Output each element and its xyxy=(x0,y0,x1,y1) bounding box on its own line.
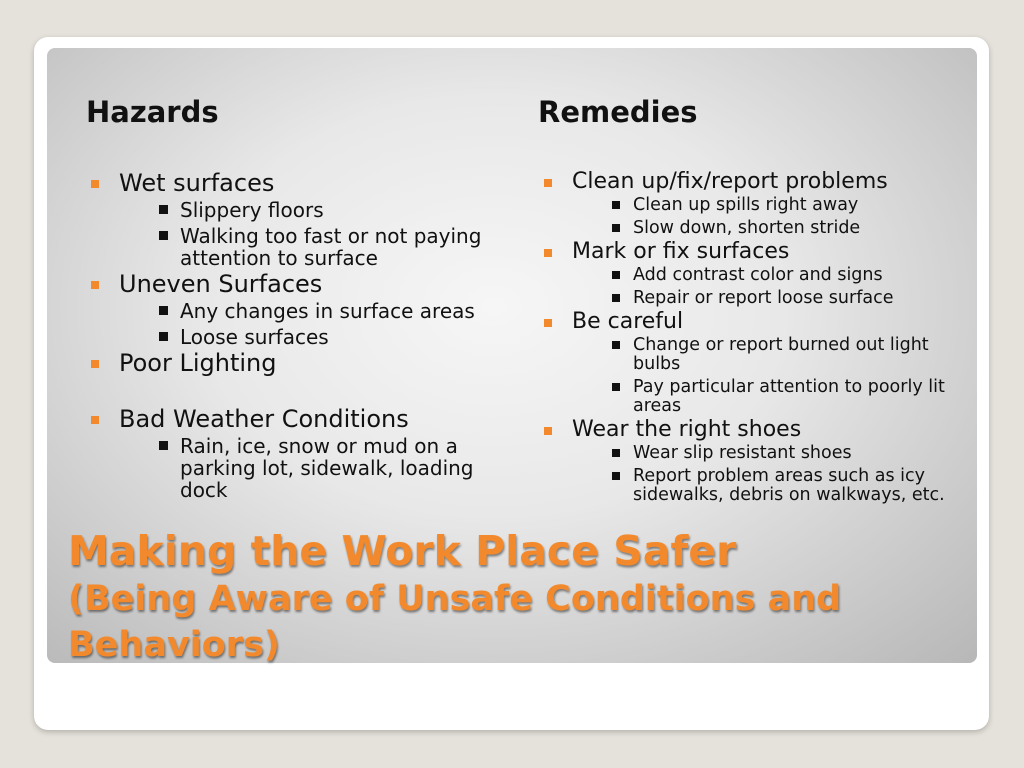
hazard-item xyxy=(90,404,510,501)
remedy-label: Clean up/fix/report problems xyxy=(572,169,888,194)
hazard-label: Poor Lighting xyxy=(119,349,277,377)
hazards-list xyxy=(90,168,510,501)
remedy-subitem xyxy=(572,378,963,416)
title-text: Making the Work Place Safer xyxy=(68,527,737,575)
hazard-subitem xyxy=(119,225,510,269)
subtitle-text: (Being Aware of Unsafe Conditions and Behaviors) xyxy=(68,579,842,665)
square-bullet-icon xyxy=(612,294,620,302)
remedy-subitem-text: Report problem areas such as icy sidewalks, debris on walkways, etc. xyxy=(633,466,945,505)
remedy-label: Mark or fix surfaces xyxy=(572,239,790,264)
remedy-subitem xyxy=(572,196,963,215)
remedy-subitem-text: Slow down, shorten stride xyxy=(633,218,861,238)
remedy-subitem xyxy=(572,467,963,505)
remedy-subitem-text: Wear slip resistant shoes xyxy=(633,443,852,463)
square-bullet-icon xyxy=(544,319,552,327)
hazard-subitem-text: Walking too fast or not paying attention to surface xyxy=(180,224,482,270)
square-bullet-icon xyxy=(612,449,620,457)
hazard-subitem-text: Loose surfaces xyxy=(180,325,329,349)
square-bullet-icon xyxy=(612,271,620,279)
remedy-subitem xyxy=(572,444,963,463)
remedy-subitem xyxy=(572,266,963,285)
hazard-subitem-text: Rain, ice, snow or mud on a parking lot, sidewalk, loading dock xyxy=(180,434,474,502)
remedy-item xyxy=(543,308,963,416)
square-bullet-icon xyxy=(159,231,168,240)
remedy-subitem xyxy=(572,336,963,374)
hazard-label: Uneven Surfaces xyxy=(119,270,323,298)
remedy-subitem-text: Repair or report loose surface xyxy=(633,288,894,308)
remedy-subitem xyxy=(572,219,963,238)
remedy-subitem-text: Pay particular attention to poorly lit areas xyxy=(633,377,945,416)
hazards-heading: Hazards xyxy=(86,95,219,129)
square-bullet-icon xyxy=(612,383,620,391)
slide-title xyxy=(68,526,968,668)
square-bullet-icon xyxy=(612,472,620,480)
square-bullet-icon xyxy=(612,201,620,209)
square-bullet-icon xyxy=(612,224,620,232)
remedies-list xyxy=(543,168,963,505)
hazard-subitem xyxy=(119,300,510,322)
remedy-item xyxy=(543,416,963,505)
hazard-subitem xyxy=(119,199,510,221)
square-bullet-icon xyxy=(91,281,99,289)
remedy-label: Wear the right shoes xyxy=(572,417,802,442)
square-bullet-icon xyxy=(91,180,99,188)
hazard-label: Bad Weather Conditions xyxy=(119,405,409,433)
remedy-label: Be careful xyxy=(572,309,684,334)
hazard-subitem xyxy=(119,435,510,501)
hazard-item xyxy=(90,168,510,269)
hazard-subitem-text: Any changes in surface areas xyxy=(180,299,475,323)
remedy-item xyxy=(543,168,963,238)
square-bullet-icon xyxy=(159,306,168,315)
square-bullet-icon xyxy=(91,416,99,424)
square-bullet-icon xyxy=(91,360,99,368)
square-bullet-icon xyxy=(544,427,552,435)
remedy-subitem xyxy=(572,289,963,308)
square-bullet-icon xyxy=(612,341,620,349)
square-bullet-icon xyxy=(159,205,168,214)
square-bullet-icon xyxy=(544,249,552,257)
hazard-label: Wet surfaces xyxy=(119,169,275,197)
hazard-item xyxy=(90,269,510,348)
remedies-heading: Remedies xyxy=(538,95,698,129)
square-bullet-icon xyxy=(159,332,168,341)
remedy-subitem-text: Add contrast color and signs xyxy=(633,265,883,285)
square-bullet-icon xyxy=(159,441,168,450)
remedy-item xyxy=(543,238,963,308)
hazard-subitem-text: Slippery floors xyxy=(180,198,324,222)
remedy-subitem-text: Clean up spills right away xyxy=(633,195,859,215)
hazard-item xyxy=(90,348,510,379)
remedy-subitem-text: Change or report burned out light bulbs xyxy=(633,335,929,374)
square-bullet-icon xyxy=(544,179,552,187)
hazard-subitem xyxy=(119,326,510,348)
